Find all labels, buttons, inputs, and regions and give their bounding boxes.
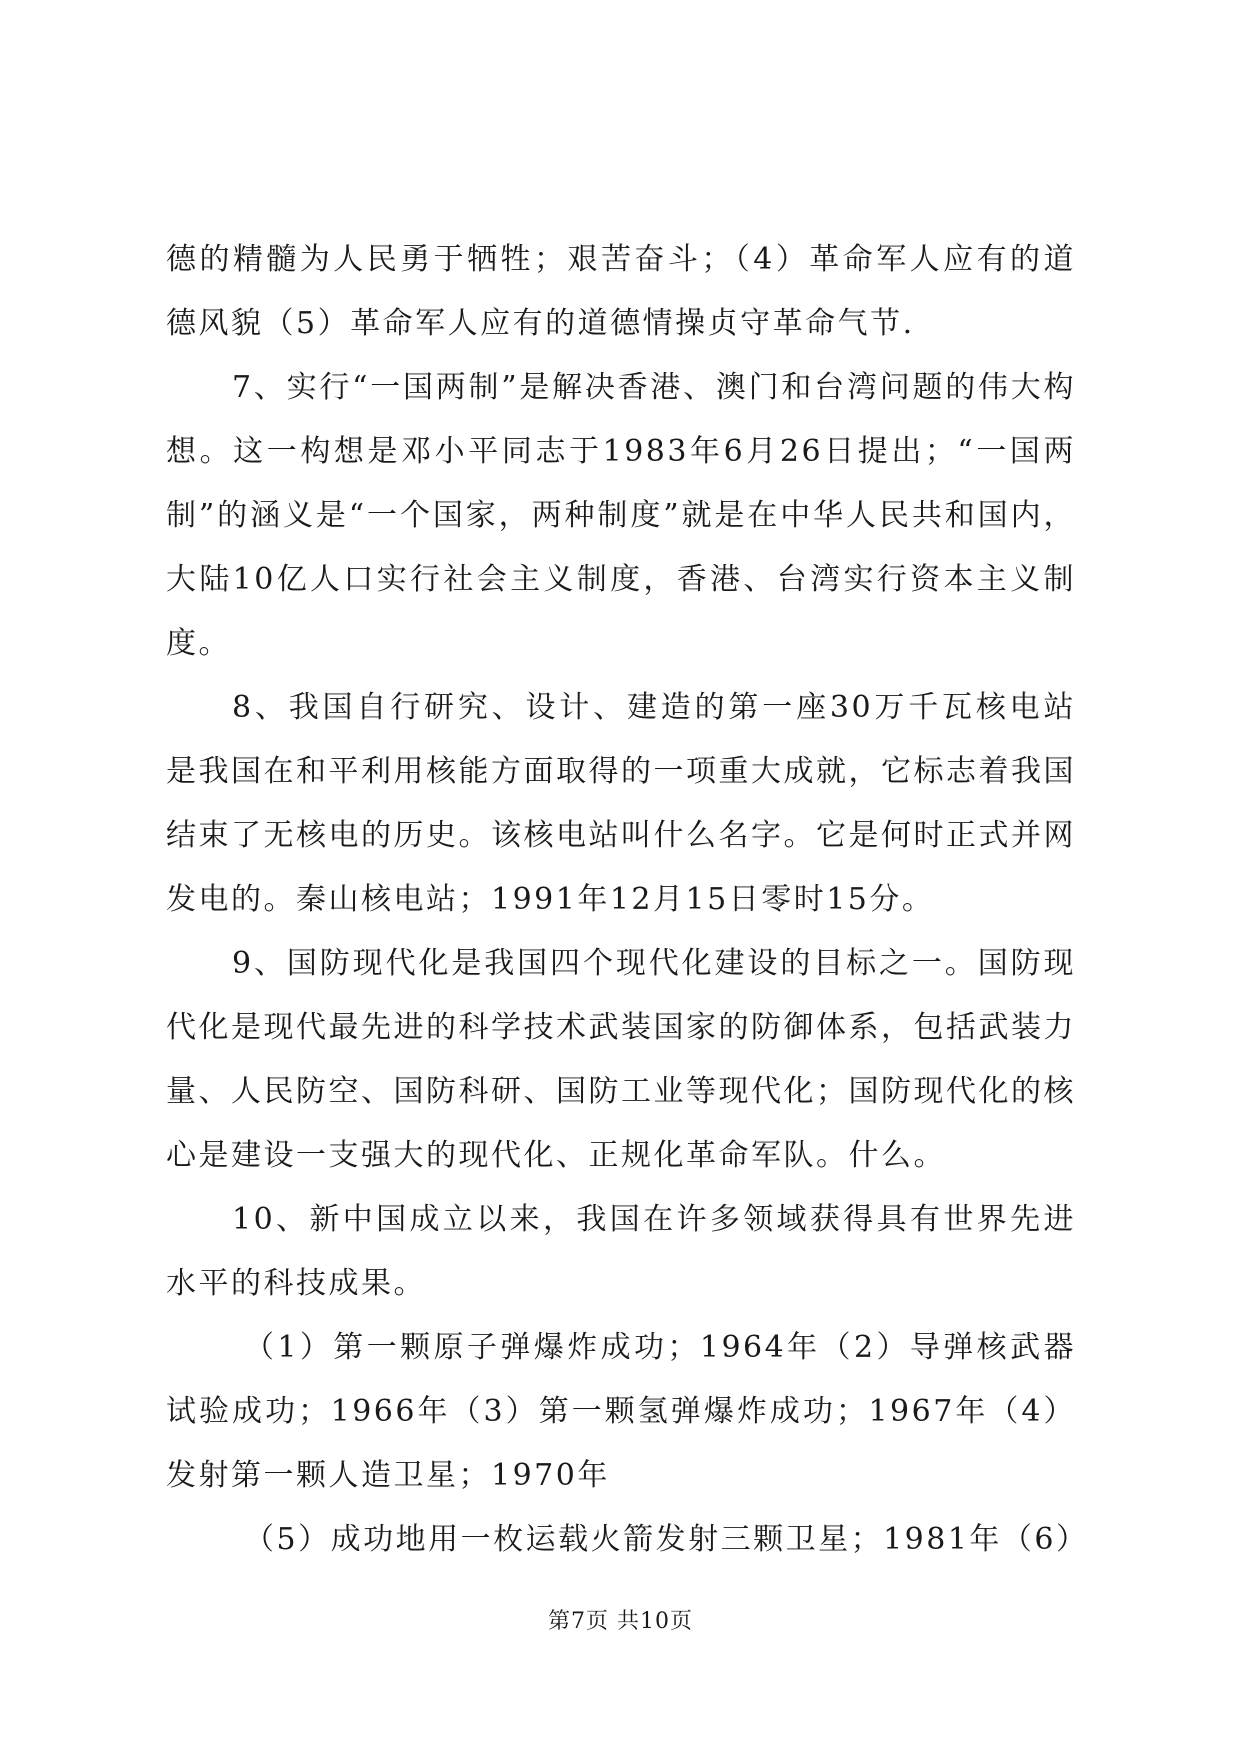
paragraph-achievements-5-6: （5）成功地用一枚运载火箭发射三颗卫星；1981年（6）	[244, 1522, 1089, 1557]
paragraph-item-10: 10、新中国成立以来，我国在许多领域获得具有世界先进水平的科技成果。	[166, 1202, 1076, 1301]
paragraph-achievements-1-4: （1）第一颗原子弹爆炸成功；1964年（2）导弹核武器试验成功；1966年（3）第一颗氢弹爆炸成功；1967年（4）发射第一颗人造卫星；1970年	[166, 1330, 1076, 1493]
paragraph-item-8: 8、我国自行研究、设计、建造的第一座30万千瓦核电站是我国在和平利用核能方面取得的一项重大成就，它标志着我国结束了无核电的历史。该核电站叫什么名字。它是何时正式并网发电的。秦山核电站；1991年12月15日零时15分。	[166, 690, 1076, 917]
paragraph-item-7: 7、实行“一国两制”是解决香港、澳门和台湾问题的伟大构想。这一构想是邓小平同志于1983年6月26日提出；“一国两制”的涵义是“一个国家，两种制度”就是在中华人民共和国内，大陆10亿人口实行社会主义制度，香港、台湾实行资本主义制度。	[166, 370, 1076, 661]
paragraph-continuation: 德的精髓为人民勇于牺牲；艰苦奋斗；（4）革命军人应有的道德风貌（5）革命军人应有的道德情操贞守革命气节.	[166, 242, 1076, 341]
document-body	[166, 228, 1089, 1572]
paragraph-item-9: 9、国防现代化是我国四个现代化建设的目标之一。国防现代化是现代最先进的科学技术武装国家的防御体系，包括武装力量、人民防空、国防科研、国防工业等现代化；国防现代化的核心是建设一支强大的现代化、正规化革命军队。什么。	[166, 946, 1076, 1173]
page-number-footer: 第7页 共10页	[548, 1609, 693, 1634]
